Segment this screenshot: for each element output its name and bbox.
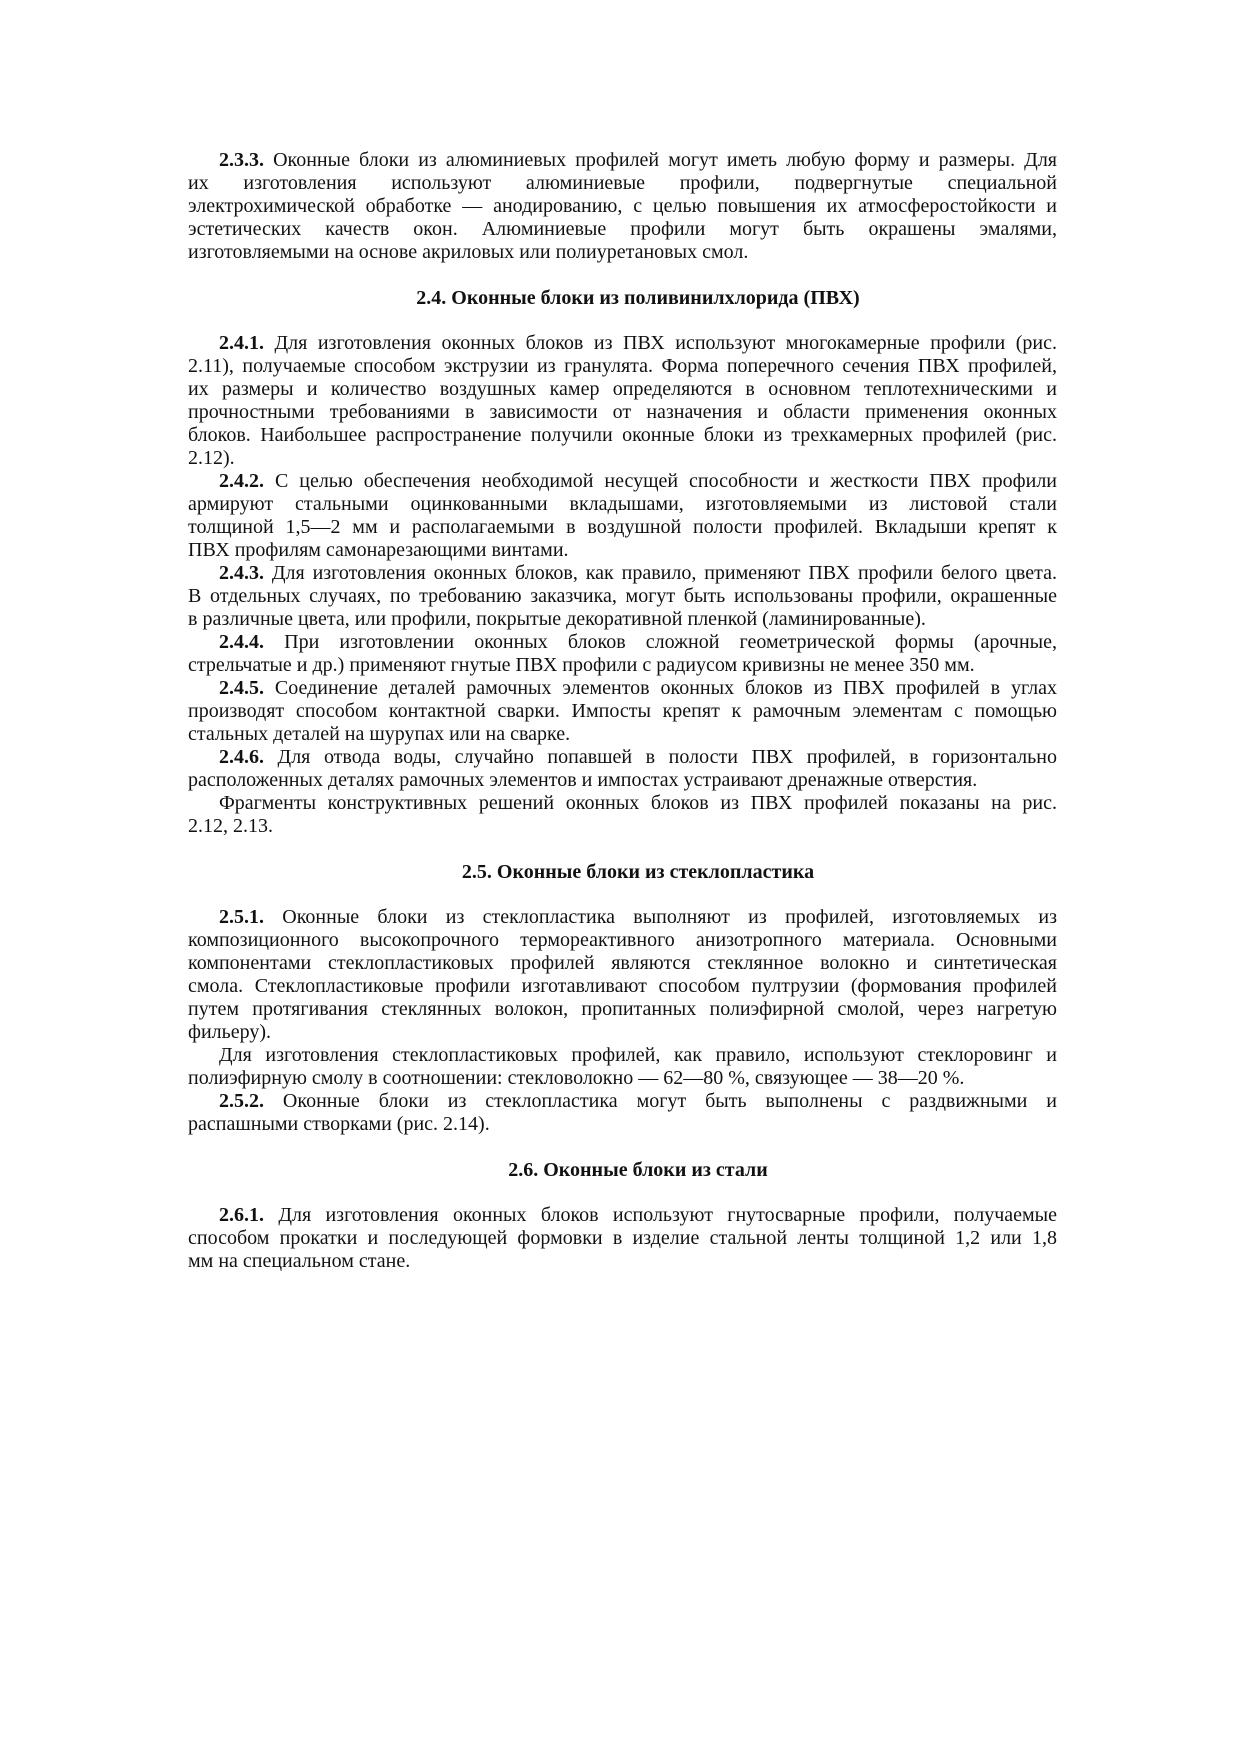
line-text: расположенных деталях рамочных элементов и импостах устраивают дренажные отверстия. — [188, 769, 978, 791]
clause-number: 2.4.4. — [219, 631, 264, 653]
text-line — [188, 470, 1057, 493]
line-text: путем протягивания стеклянных волокон, пропитанных полиэфирной смолой, через нагретую — [188, 998, 1057, 1020]
text-line — [188, 906, 1057, 929]
paragraph — [188, 562, 1057, 631]
paragraph — [188, 792, 1057, 838]
paragraph — [188, 1204, 1057, 1273]
line-text: электрохимической обработке — анодированию, с целью повышения их атмосферостойкости и — [188, 195, 1057, 217]
line-text: стрельчатые и др.) применяют гнутые ПВХ профили с радиусом кривизны не менее 350 мм. — [188, 654, 975, 676]
clause-number: 2.4.6. — [219, 746, 264, 768]
text-line — [188, 631, 1057, 654]
line-text: ПВХ профилям самонарезающими винтами. — [188, 539, 569, 561]
clause-number: 2.3.3. — [219, 149, 264, 171]
text-line — [188, 1044, 1057, 1067]
line-text: 2.12). — [188, 447, 235, 469]
line-text: их размеры и количество воздушных камер определяются в основном теплотехническими и — [188, 378, 1057, 400]
line-text: Оконные блоки из стеклопластика выполняют из профилей, изготовляемых из — [264, 906, 1057, 928]
line-text: Оконные блоки из стеклопластика могут быть выполнены с раздвижными и — [264, 1090, 1057, 1112]
text-line — [188, 585, 1057, 608]
line-text: способом прокатки и последующей формовки в изделие стальной ленты толщиной 1,2 или 1,8 — [188, 1227, 1057, 1249]
text-line — [188, 1204, 1057, 1227]
text-line — [188, 723, 1057, 746]
paragraph — [188, 906, 1057, 1044]
line-text: их изготовления используют алюминиевые профили, подвергнутые специальной — [188, 172, 1057, 194]
line-text: полиэфирную смолу в соотношении: стекловолокно — 62—80 %, связующее — 38—20 %. — [188, 1067, 965, 1089]
text-line — [188, 195, 1057, 218]
text-line — [188, 746, 1057, 769]
line-text: армируют стальными оцинкованными вкладышами, изготовляемыми из листовой стали — [188, 493, 1057, 515]
line-text: компонентами стеклопластиковых профилей являются стеклянное волокно и синтетическая — [188, 952, 1057, 974]
line-text: фильеру). — [188, 1021, 272, 1043]
line-text: распашными створками (рис. 2.14). — [188, 1113, 490, 1135]
line-text: В отдельных случаях, по требованию заказчика, могут быть использованы профили, окрашенные — [188, 585, 1057, 607]
paragraph — [188, 746, 1057, 792]
text-line — [188, 815, 1057, 838]
line-text: С целью обеспечения необходимой несущей способности и жесткости ПВХ профили — [264, 470, 1057, 492]
clause-number: 2.5.1. — [219, 906, 264, 928]
paragraph — [188, 1044, 1057, 1090]
text-line — [188, 929, 1057, 952]
paragraph — [188, 677, 1057, 746]
line-text: смола. Стеклопластиковые профили изготавливают способом пултрузии (формования профилей — [188, 975, 1057, 997]
line-text: прочностными требованиями в зависимости от назначения и области применения оконных — [188, 401, 1057, 423]
text-line — [188, 1090, 1057, 1113]
text-line — [188, 792, 1057, 815]
document-page — [188, 149, 1057, 1273]
line-text: Для изготовления оконных блоков из ПВХ используют многокамерные профили (рис. — [264, 332, 1057, 354]
text-line — [188, 149, 1057, 172]
line-text: композиционного высокопрочного термореактивного анизотропного материала. Основными — [188, 929, 1057, 951]
text-line — [188, 654, 1057, 677]
text-line — [188, 539, 1057, 562]
paragraph — [188, 631, 1057, 677]
line-text: При изготовлении оконных блоков сложной геометрической формы (арочные, — [264, 631, 1057, 653]
line-text: Фрагменты конструктивных решений оконных блоков из ПВХ профилей показаны на рис. — [219, 792, 1057, 814]
paragraph — [188, 149, 1057, 264]
text-line — [188, 1227, 1057, 1250]
text-line — [188, 608, 1057, 631]
clause-number: 2.6.1. — [219, 1204, 264, 1226]
text-line — [188, 424, 1057, 447]
paragraph — [188, 470, 1057, 562]
text-line — [188, 172, 1057, 195]
text-line — [188, 447, 1057, 470]
line-text: Соединение деталей рамочных элементов оконных блоков из ПВХ профилей в углах — [264, 677, 1057, 699]
text-line — [188, 952, 1057, 975]
text-line — [188, 241, 1057, 264]
line-text: Для отвода воды, случайно попавшей в полости ПВХ профилей, в горизонтально — [264, 746, 1057, 768]
line-text: 2.12, 2.13. — [188, 815, 273, 837]
clause-number: 2.4.1. — [219, 332, 264, 354]
line-text: Оконные блоки из алюминиевых профилей могут иметь любую форму и размеры. Для — [264, 149, 1057, 171]
line-text: Для изготовления оконных блоков используют гнутосварные профили, получаемые — [264, 1204, 1057, 1226]
text-line — [188, 975, 1057, 998]
text-line — [188, 562, 1057, 585]
line-text: Для изготовления оконных блоков, как правило, применяют ПВХ профили белого цвета. — [264, 562, 1057, 584]
line-text: 2.11), получаемые способом экструзии из гранулята. Форма поперечного сечения ПВХ профилей, — [188, 355, 1057, 377]
line-text: стальных деталей на шурупах или на сварке. — [188, 723, 571, 745]
paragraph — [188, 332, 1057, 470]
text-line — [188, 493, 1057, 516]
clause-number: 2.5.2. — [219, 1090, 264, 1112]
clause-number: 2.4.2. — [219, 470, 264, 492]
section-heading: 2.4. Оконные блоки из поливинилхлорида (ПВХ) — [416, 287, 860, 309]
line-text: Для изготовления стеклопластиковых профилей, как правило, используют стеклоровинг и — [219, 1044, 1057, 1066]
line-text: изготовляемыми на основе акриловых или полиуретановых смол. — [188, 241, 749, 263]
text-line — [188, 1113, 1057, 1136]
section-heading: 2.5. Оконные блоки из стеклопластика — [461, 861, 815, 883]
text-line — [188, 332, 1057, 355]
line-text: в различные цвета, или профили, покрытые декоративной пленкой (ламинированные). — [188, 608, 926, 630]
text-line — [188, 378, 1057, 401]
line-text: мм на специальном стане. — [188, 1250, 411, 1272]
clause-number: 2.4.3. — [219, 562, 264, 584]
text-line — [188, 1021, 1057, 1044]
paragraph — [188, 1090, 1057, 1136]
text-line — [188, 677, 1057, 700]
text-line — [188, 218, 1057, 241]
section-heading: 2.6. Оконные блоки из стали — [508, 1159, 768, 1181]
clause-number: 2.4.5. — [219, 677, 264, 699]
text-line — [188, 401, 1057, 424]
text-line — [188, 998, 1057, 1021]
line-text: производят способом контактной сварки. Импосты крепят к рамочным элементам с помощью — [188, 700, 1057, 722]
text-line — [188, 700, 1057, 723]
text-line — [188, 355, 1057, 378]
text-line — [188, 516, 1057, 539]
text-line — [188, 769, 1057, 792]
text-line — [188, 1067, 1057, 1090]
line-text: толщиной 1,5—2 мм и располагаемыми в воздушной полости профилей. Вкладыши крепят к — [188, 516, 1057, 538]
line-text: блоков. Наибольшее распространение получили оконные блоки из трехкамерных профилей (рис. — [188, 424, 1057, 446]
line-text: эстетических качеств окон. Алюминиевые профили могут быть окрашены эмалями, — [188, 218, 1057, 240]
text-line — [188, 1250, 1057, 1273]
